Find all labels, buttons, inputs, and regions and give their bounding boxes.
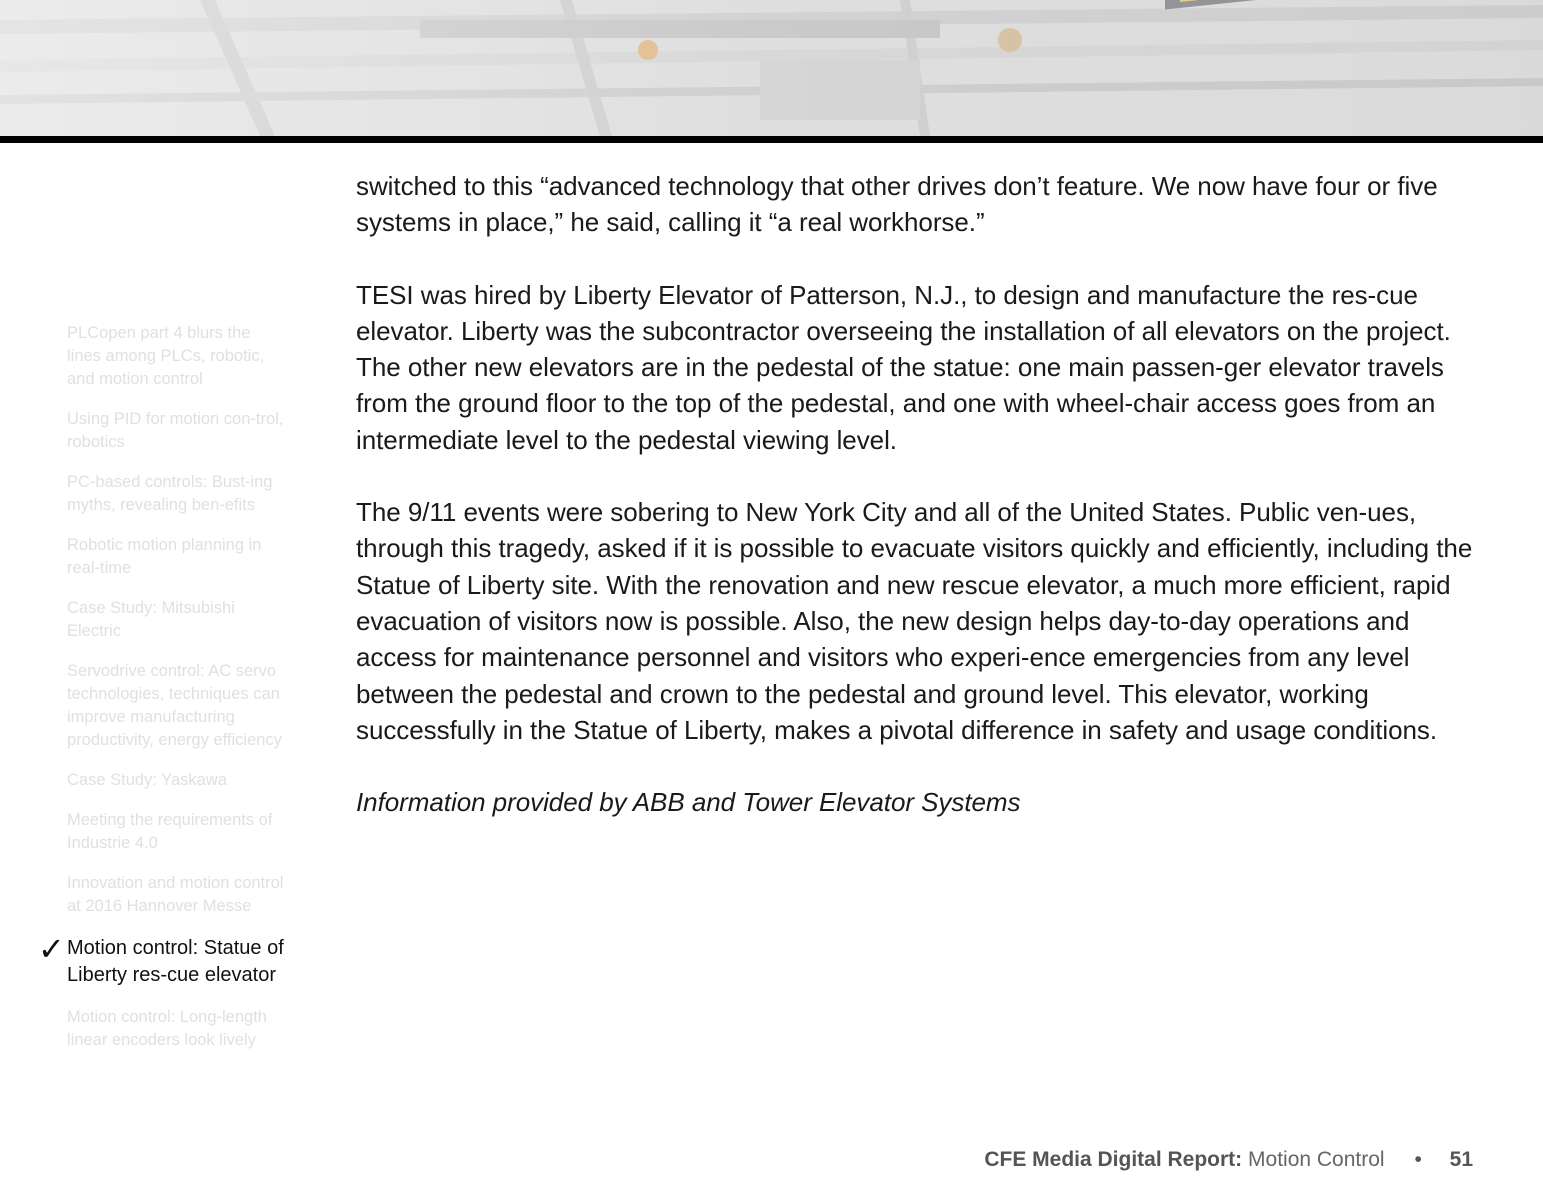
article-paragraph: switched to this “advanced technology that other drives don’t feature. We now have four or five systems in place,” he said, calling it “a real workhorse.” (356, 171, 1438, 238)
toc-item-linear-encoders[interactable]: Motion control: Long-length linear encoders look lively (67, 1008, 267, 1049)
toc-item-robotic-planning[interactable]: Robotic motion planning in real-time (67, 536, 262, 577)
factory-ceiling-photo (0, 0, 1543, 136)
footer-topic: Motion Control (1248, 1148, 1385, 1171)
article-paragraph: TESI was hired by Liberty Elevator of Patterson, N.J., to design and manufacture the res-cue elevator. Liberty was the subcontractor overseeing the installation of all elevators on the project. The other new elevators are in the pedestal of the statue: one main passen-ger elevator travels from the ground floor to the top of the pedestal, and one with wheel-chair access goes from an intermediate level to the pedestal viewing level. (356, 279, 1451, 455)
footer-publication: CFE Media Digital Report: (984, 1148, 1243, 1171)
checkmark-icon: ✓ (38, 930, 65, 968)
toc-item-statue-of-liberty[interactable] (38, 930, 288, 988)
article-paragraph: The 9/11 events were sobering to New York City and all of the United States. Public ven-ues, through this tragedy, asked if it is possible to evacuate visitors quickly and efficiently, including the Statue of Liberty site. With the renovation and new rescue elevator, a much more efficient, rapid evacuation of visitors now is possible. Also, the new design helps day-to-day operations and access for maintenance personnel and visitors who experi-ence emergencies from any level between the pedestal and crown to the pedestal and ground level. This elevator, working successfully in the Statue of Liberty, makes a pivotal difference in safety and usage conditions. (356, 497, 1473, 745)
toc-item-hannover[interactable]: Innovation and motion control at 2016 Hannover Messe (67, 874, 284, 915)
page-footer (984, 1148, 1473, 1172)
article-body (356, 168, 1486, 856)
toc-item-servodrive[interactable]: Servodrive control: AC servo technologies, techniques can improve manufacturing productivity, energy efficiency (67, 662, 282, 749)
toc-item-pid[interactable]: Using PID for motion con-trol, robotics (67, 410, 284, 451)
toc-item-mitsubishi[interactable]: Case Study: Mitsubishi Electric (67, 599, 235, 640)
article-credit: Information provided by ABB and Tower Elevator Systems (356, 787, 1021, 818)
toc-item-label: Motion control: Statue of Liberty res-cue elevator (67, 937, 284, 986)
toc-item-plcopen[interactable]: PLCopen part 4 blurs the lines among PLCs, robotic, and motion control (67, 324, 265, 388)
footer-bullet: • (1414, 1148, 1422, 1171)
toc-item-yaskawa[interactable]: Case Study: Yaskawa (67, 771, 227, 789)
page-number: 51 (1449, 1148, 1473, 1171)
toc-sidebar (38, 322, 288, 1069)
header-rule (0, 136, 1543, 143)
toc-item-pc-based[interactable]: PC-based controls: Bust-ing myths, revealing ben-efits (67, 473, 273, 514)
toc-item-industrie[interactable]: Meeting the requirements of Industrie 4.0 (67, 811, 273, 852)
header-banner-image (0, 0, 1543, 136)
